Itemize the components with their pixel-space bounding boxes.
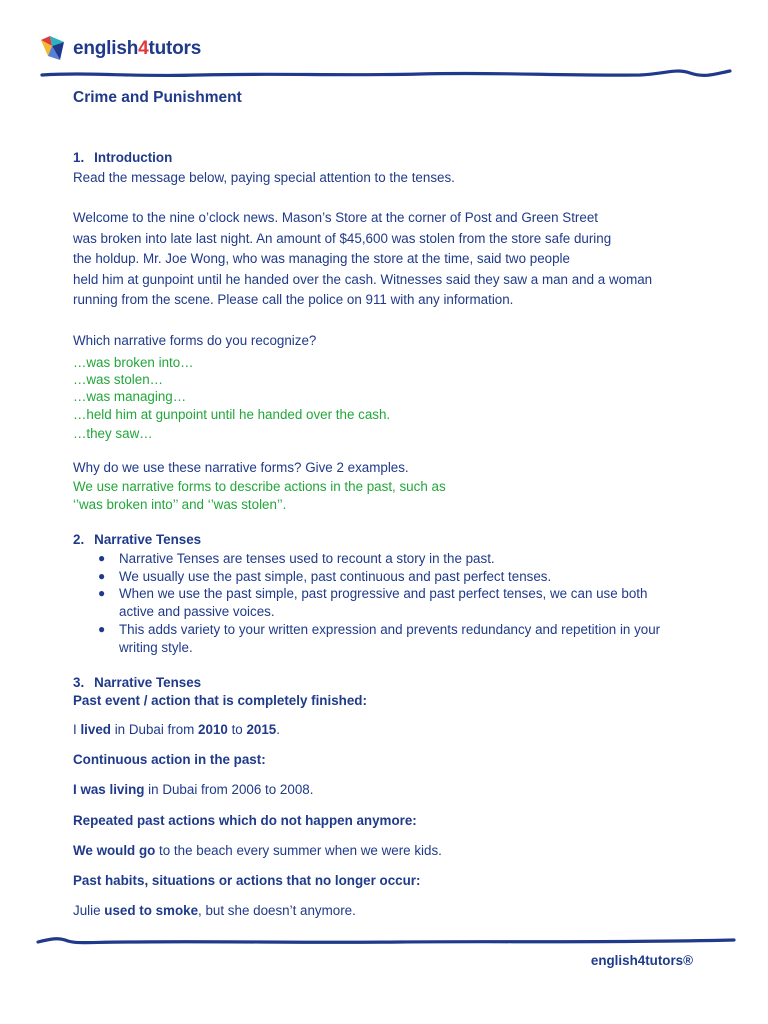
- bullet-item: Narrative Tenses are tenses used to recount a story in the past.: [119, 551, 495, 566]
- answer-line: …held him at gunpoint until he handed over the cash.: [73, 407, 391, 422]
- brand-name: english4tutors: [73, 38, 202, 59]
- example-text: Julie: [73, 903, 105, 918]
- passage-line: was broken into late last night. An amount of $45,600 was stolen from the store safe during: [73, 231, 612, 246]
- section-2-heading: 2. Narrative Tenses: [73, 532, 202, 547]
- answer-line: …they saw…: [73, 426, 153, 441]
- footer-brand: english4tutors®: [590, 953, 693, 968]
- example-emphasis: 2015: [246, 722, 277, 737]
- question-narrative-forms: Which narrative forms do you recognize?: [73, 333, 317, 348]
- tense-example: [73, 782, 313, 797]
- answer-line: …was broken into…: [73, 355, 194, 370]
- tense-example: [73, 843, 442, 858]
- section-1-heading: 1. Introduction: [73, 150, 173, 165]
- passage-line: Welcome to the nine o’clock news. Mason’s Store at the corner of Post and Green Street: [73, 210, 598, 225]
- example-emphasis: We would go: [73, 843, 156, 858]
- example-text: I: [73, 722, 81, 737]
- example-text: .: [276, 722, 280, 737]
- answer-line: ‘’was broken into’’ and ‘’was stolen’’.: [73, 497, 287, 512]
- brand-logo: [38, 32, 201, 66]
- example-text: , but she doesn’t anymore.: [198, 903, 356, 918]
- bullet-icon: ●: [98, 551, 106, 565]
- header-divider: [0, 66, 768, 82]
- tense-usage-label: Past habits, situations or actions that no longer occur:: [73, 873, 421, 888]
- footer-divider: [0, 933, 768, 949]
- section-1-instruction: Read the message below, paying special attention to the tenses.: [73, 170, 455, 185]
- bullet-item: We usually use the past simple, past continuous and past perfect tenses.: [119, 569, 552, 584]
- logo-mark-icon: [38, 34, 68, 64]
- example-text: in Dubai from: [110, 722, 199, 737]
- example-text: in Dubai from 2006 to 2008.: [144, 782, 314, 797]
- tense-usage-label: Continuous action in the past:: [73, 752, 266, 767]
- page-title: Crime and Punishment: [73, 89, 242, 106]
- tense-example: [73, 722, 280, 737]
- example-text: to: [227, 722, 247, 737]
- bullet-icon: ●: [98, 569, 106, 583]
- example-emphasis: used to smoke: [104, 903, 199, 918]
- answer-line: We use narrative forms to describe actions in the past, such as: [73, 479, 446, 494]
- answer-line: …was stolen…: [73, 372, 164, 387]
- question-why-narrative: Why do we use these narrative forms? Give 2 examples.: [73, 460, 409, 475]
- tense-usage-label: Repeated past actions which do not happen anymore:: [73, 813, 417, 828]
- passage-line: running from the scene. Please call the police on 911 with any information.: [73, 292, 514, 307]
- answer-line: …was managing…: [73, 389, 187, 404]
- passage-line: held him at gunpoint until he handed over the cash. Witnesses said they saw a man and a woman: [73, 272, 653, 287]
- tense-usage-label: Past event / action that is completely finished:: [73, 693, 367, 708]
- bullet-item: This adds variety to your written expression and prevents redundancy and repetition in your writing style.: [119, 622, 661, 655]
- bullet-icon: ●: [98, 586, 106, 600]
- passage-line: the holdup. Mr. Joe Wong, who was managing the store at the time, said two people: [73, 251, 570, 266]
- section-3-heading: 3. Narrative Tenses: [73, 675, 202, 690]
- bullet-icon: ●: [98, 622, 106, 636]
- example-emphasis: 2010: [198, 722, 228, 737]
- example-emphasis: I was living: [73, 782, 145, 797]
- example-text: to the beach every summer when we were kids.: [155, 843, 442, 858]
- tense-example: [73, 903, 356, 918]
- example-emphasis: lived: [80, 722, 111, 737]
- bullet-item: When we use the past simple, past progressive and past perfect tenses, we can use both active and passive voices.: [119, 586, 648, 619]
